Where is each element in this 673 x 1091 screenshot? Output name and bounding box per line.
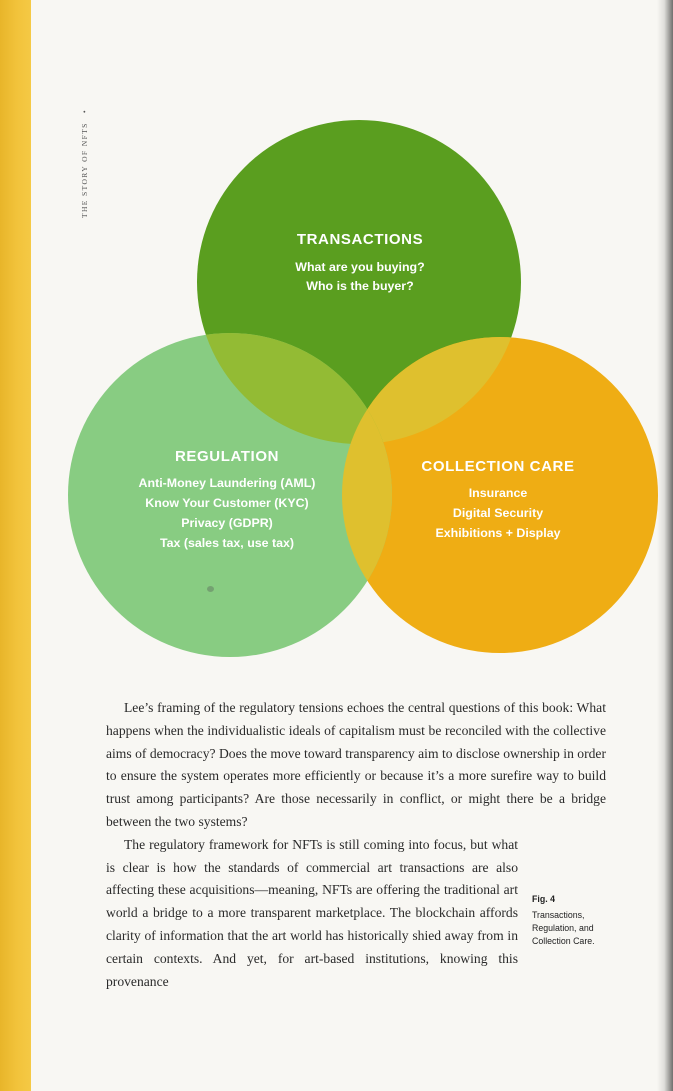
regulation-heading: REGULATION (174, 448, 280, 465)
regulation-item: Tax (sales tax, use tax) (159, 536, 295, 550)
collection-care-item: Exhibitions + Display (435, 526, 561, 540)
collection-care-item: Insurance (468, 486, 528, 500)
print-speck (207, 586, 214, 592)
collection-care-item: Digital Security (452, 506, 544, 520)
figure-label: Fig. 4 (532, 894, 555, 904)
page-gutter-shadow (657, 0, 673, 1091)
regulation-item: Anti-Money Laundering (AML) (138, 476, 316, 490)
figure-caption (532, 893, 622, 948)
paragraph: Lee’s framing of the regulatory tensions echoes the central questions of this book: What happens when the individualistic ideals of capitalism must be reconciled with the collective aims of democracy? Does the move toward transparency aim to disclose ownership in order to ensure the system operates more efficiently or because it’s a more surefire way to build trust among participants? Are those necessarily in conflict, or might there be a bridge between the two systems? (106, 700, 606, 829)
running-head-page-number: • (80, 108, 89, 114)
regulation-item: Privacy (GDPR) (181, 516, 273, 530)
body-text (106, 697, 606, 993)
transactions-heading: TRANSACTIONS (296, 231, 424, 248)
paragraph: The regulatory framework for NFTs is still coming into focus, but what is clear is how the standards of commercial art transactions are also affecting these acquisitions—meaning, NFTs are offering the traditional art world a bridge to a more transparent marketplace. The blockchain affords clarity of information that the art world has historically shied away from in certain contexts. And yet, for art-based institutions, knowing this provenance (106, 836, 518, 989)
figure-caption-text: Transactions, Regulation, and Collection Care. (532, 910, 595, 946)
transactions-item: What are you buying? (295, 260, 425, 274)
collection-care-heading: COLLECTION CARE (421, 458, 575, 475)
running-head-title: THE STORY OF NFTS (80, 122, 89, 218)
transactions-item: Who is the buyer? (306, 279, 414, 293)
regulation-item: Know Your Customer (KYC) (145, 496, 309, 510)
